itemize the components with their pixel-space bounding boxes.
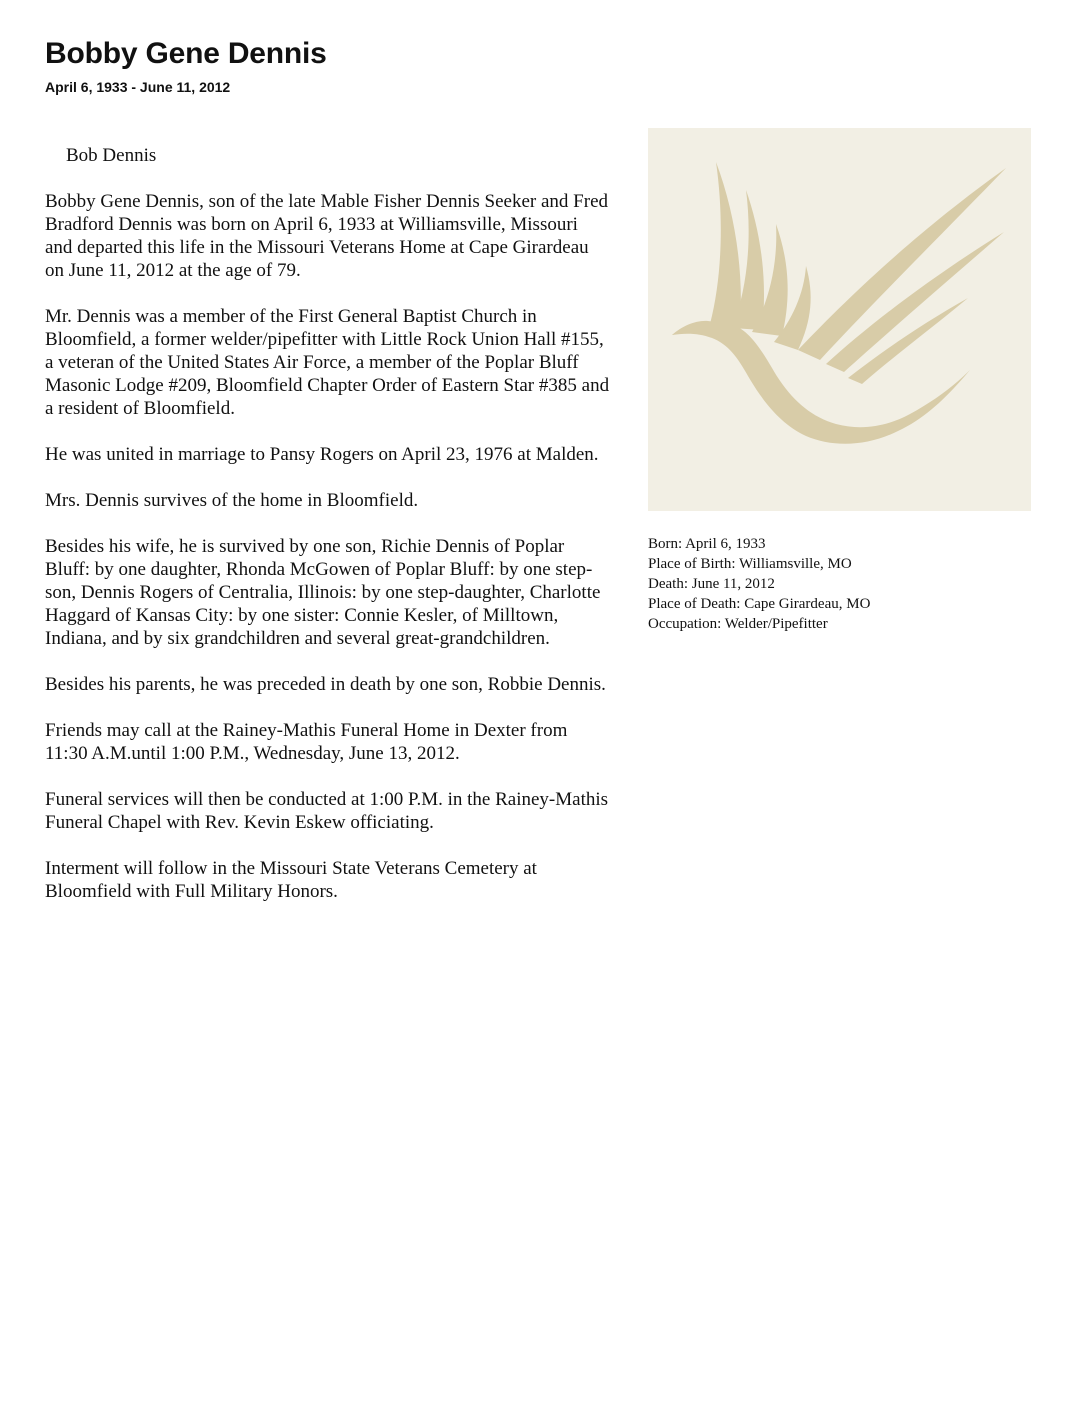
life-dates: April 6, 1933 - June 11, 2012 (45, 79, 231, 95)
fact-place-of-death: Place of Death: Cape Girardeau, MO (648, 596, 871, 612)
obituary-paragraph-spouse: Mrs. Dennis survives of the home in Bloomfield. (45, 490, 419, 511)
obituary-paragraph-survivors: Besides his wife, he is survived by one son, Richie Dennis of Poplar Bluff: by one daughter, Rhonda McGowen of Poplar Bluff: by one step-son, Dennis Rogers of Centralia, Illinois: by one step-daughter, Charlotte Haggard of Kansas City: by one sister: Connie Kesler, of Milltown, Indiana, and by six grandchildren and several great-grandchildren. (45, 536, 601, 649)
dove-icon (648, 128, 1031, 511)
obituary-paragraph-birth: Bobby Gene Dennis, son of the late Mable Fisher Dennis Seeker and Fred Bradford Dennis was born on April 6, 1933 at Williamsville, Missouri and departed this life in the Missouri Veterans Home at Cape Girardeau on June 11, 2012 at the age of 79. (45, 191, 609, 281)
fact-place-of-birth: Place of Birth: Williamsville, MO (648, 556, 852, 572)
obituary-paragraph-memberships: Mr. Dennis was a member of the First General Baptist Church in Bloomfield, a former welder/pipefitter with Little Rock Union Hall #155, a veteran of the United States Air Force, a member of the Poplar Bluff Masonic Lodge #209, Bloomfield Chapter Order of Eastern Star #385 and a resident of Bloomfield. (45, 306, 610, 419)
obituary-paragraph-preceded: Besides his parents, he was preceded in death by one son, Robbie Dennis. (45, 674, 606, 695)
obituary-paragraph-visitation: Friends may call at the Rainey-Mathis Funeral Home in Dexter from 11:30 A.M.until 1:00 P.M., Wednesday, June 13, 2012. (45, 720, 568, 764)
facts-list (648, 534, 1048, 634)
obituary-text (45, 144, 610, 926)
obituary-paragraph-interment: Interment will follow in the Missouri State Veterans Cemetery at Bloomfield with Full Military Honors. (45, 858, 537, 902)
fact-death: Death: June 11, 2012 (648, 576, 775, 592)
obituary-paragraph-marriage: He was united in marriage to Pansy Rogers on April 23, 1976 at Malden. (45, 444, 599, 465)
fact-occupation: Occupation: Welder/Pipefitter (648, 616, 828, 632)
page-title: Bobby Gene Dennis (45, 37, 327, 70)
subject-nickname: Bob Dennis (66, 145, 157, 166)
obituary-paragraph-services: Funeral services will then be conducted at 1:00 P.M. in the Rainey-Mathis Funeral Chapel with Rev. Kevin Eskew officiating. (45, 789, 609, 833)
fact-born: Born: April 6, 1933 (648, 536, 766, 552)
memorial-image (648, 128, 1031, 511)
